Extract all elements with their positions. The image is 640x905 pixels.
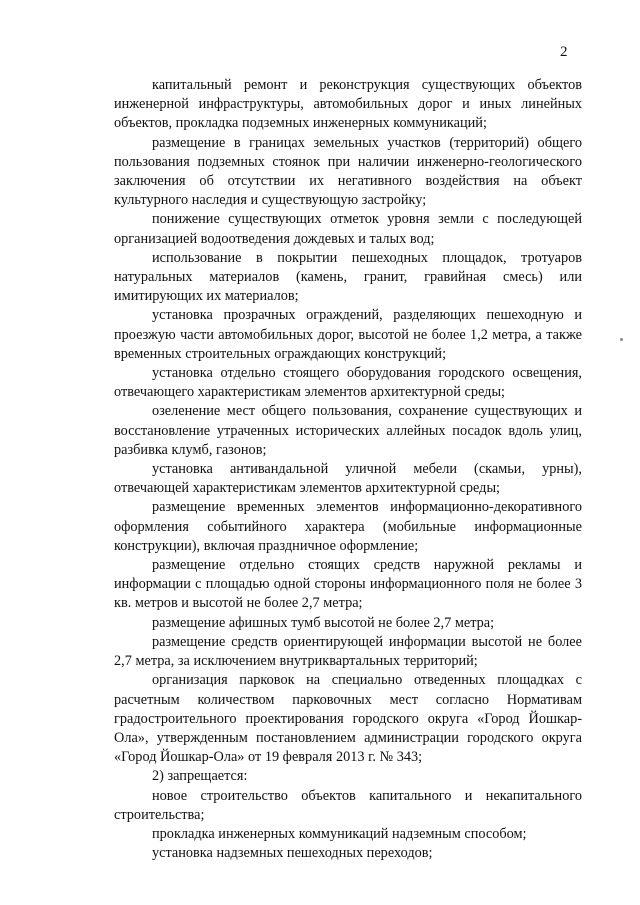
paragraph-landscaping: озеленение мест общего пользования, сохранение существующих и восстановление утраченных исторических аллейных посадок вдоль улиц, разбивка клумб, газонов; [114,403,582,458]
paragraph-transparent-fences: установка прозрачных ограждений, разделяющих пешеходную и проезжую части автомобильных дорог, высотой не более 1,2 метра, а также временных строительных ограждающих конструкций; [114,307,582,362]
paragraph-street-lighting: установка отдельно стоящего оборудования городского освещения, отвечающего характеристикам элементов архитектурной среды; [114,365,582,401]
paragraph-poster-columns: размещение афишных тумб высотой не более 2,7 метра; [152,614,495,631]
paragraph-natural-materials: использование в покрытии пешеходных площадок, тротуаров натуральных материалов (камень, гранит, гравийная смесь) или имитирующих их материалов; [114,249,582,305]
paragraph-parking: организация парковок на специально отведенных площадках с расчетным количеством парковочных мест согласно Нормативам градостроительного проектирования городского округа «Город Йошкар-Ола», утвержденным постановлением администрации городского округа «Город Йошкар-Ола» от 19 февраля 2013 г. № 343; [114,672,582,766]
paragraph-ground-level: понижение существующих отметок уровня земли с последующей организацией водоотведения дождевых и талых вод; [114,211,582,247]
paragraph-prohibited-heading: 2) запрещается: [152,768,248,785]
paragraph-pedestrian-bridges: установка надземных пешеходных переходов; [152,845,433,862]
paragraph-street-furniture: установка антивандальной уличной мебели (скамьи, урны), отвечающей характеристикам элементов архитектурной среды; [114,461,582,497]
paragraph-underground-parking: размещение в границах земельных участков (территорий) общего пользования подземных стоянок при наличии инженерно-геологического заключения об отсутствии их негативного воздействия на объект культурного наследия и существующую застройку; [114,134,582,209]
paragraph-temporary-decoration: размещение временных элементов информационно-декоративного оформления событийного характера (мобильные информационные конструкции), включая праздничное оформление; [114,499,582,554]
paragraph-capital-repair: капитальный ремонт и реконструкция существующих объектов инженерной инфраструктуры, автомобильных дорог и иных линейных объектов, прокладка подземных инженерных коммуникаций; [114,77,582,132]
paragraph-new-construction: новое строительство объектов капитального и некапитального строительства; [114,787,582,823]
margin-speck [620,338,623,341]
paragraph-outdoor-advertising: размещение отдельно стоящих средств наружной рекламы и информации с площадью одной стороны информационного поля не более 3 кв. метров и высотой не более 2,7 метра; [114,557,582,612]
paragraph-wayfinding: размещение средств ориентирующей информации высотой не более 2,7 метра, за исключением внутриквартальных территорий; [114,633,582,670]
page-number: 2 [560,44,568,60]
document-body [114,76,582,863]
paragraph-overhead-utilities: прокладка инженерных коммуникаций надземным способом; [152,825,527,842]
